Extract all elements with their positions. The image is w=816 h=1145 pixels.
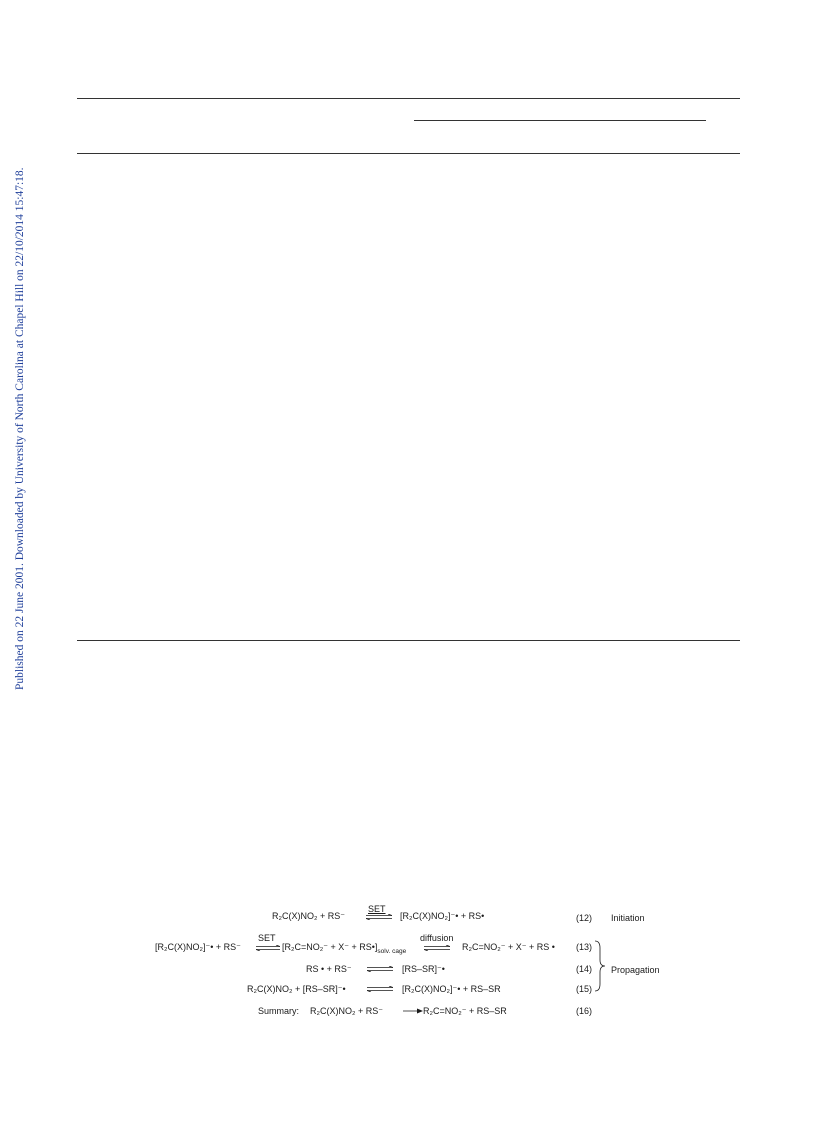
eq15-right: [R₂C(X)NO₂]⁻• + RS–SR [402,984,501,994]
eq15-left: R₂C(X)NO₂ + [RS–SR]⁻• [247,984,346,994]
column-rule [414,120,706,121]
eq13-middle-text: [R₂C=NO₂⁻ + X⁻ + RS•] [282,942,378,952]
eq16-left: R₂C(X)NO₂ + RS⁻ [310,1006,383,1016]
eq16-forward-arrow [403,1008,423,1014]
eq12-equilibrium-arrow [366,914,392,920]
eq15-equilibrium-arrow [367,986,393,992]
eq12-right: [R₂C(X)NO₂]⁻• + RS• [400,911,485,921]
header-bottom-rule [77,153,740,154]
section-rule [77,640,740,641]
eq13-middle [282,942,406,953]
eq13-left: [R₂C(X)NO₂]⁻• + RS⁻ [155,942,241,952]
eq13-solv-cage: solv. cage [377,947,407,955]
eq14-number: (14) [576,964,593,974]
eq12-number: (12) [576,913,593,923]
eq13-number: (13) [576,942,593,952]
eq15-number: (15) [576,984,593,994]
propagation-brace [594,940,608,992]
propagation-label: Propagation [611,965,660,975]
eq12-set-label: SET [368,904,386,914]
eq14-left: RS • + RS⁻ [306,964,352,974]
eq16-number: (16) [576,1006,593,1016]
eq13-equilibrium-arrow-2 [424,945,450,951]
eq16-summary-prefix: Summary: [258,1006,300,1016]
publication-watermark: Published on 22 June 2001. Downloaded by University of North Carolina at Chapel Hill on 22/10/2014 15:47:18. [14,167,26,690]
eq13-equilibrium-arrow-1 [256,945,280,951]
eq12-left: R₂C(X)NO₂ + RS⁻ [272,911,345,921]
top-rule [77,98,740,99]
eq14-right: [RS–SR]⁻• [402,964,445,974]
eq13-diffusion-label: diffusion [420,933,454,943]
eq13-set-label: SET [258,933,276,943]
eq13-right: R₂C=NO₂⁻ + X⁻ + RS • [462,942,555,952]
initiation-label: Initiation [611,913,645,923]
eq16-right: R₂C=NO₂⁻ + RS–SR [423,1006,507,1016]
eq14-equilibrium-arrow [367,966,393,972]
